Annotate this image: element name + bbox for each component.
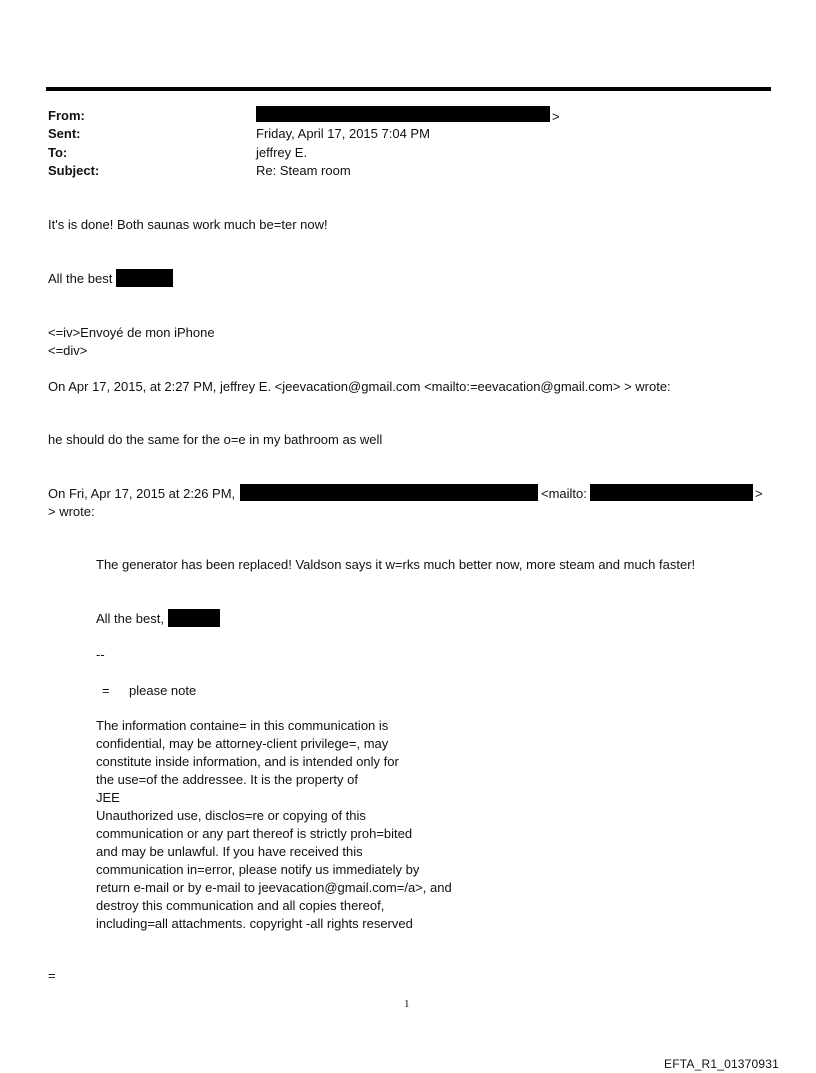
dashes: --: [96, 647, 105, 662]
header-rule: [46, 87, 771, 91]
signoff-2: All the best,: [96, 611, 164, 626]
subject-value: Re: Steam room: [256, 163, 351, 178]
bates-number: EFTA_R1_01370931: [664, 1057, 780, 1071]
disclaimer-line: and may be unlawful. If you have received this: [96, 844, 363, 859]
disclaimer-line: communication or any part thereof is strictly proh=bited: [96, 826, 413, 841]
disclaimer-line: return e-mail or by e-mail to jeevacation@gmail.com=/a>, and: [96, 880, 452, 895]
redaction-quote-2-sender: [240, 484, 538, 501]
redaction-from: [256, 106, 550, 122]
signature-div: <=div>: [48, 343, 88, 358]
note-text: please note: [129, 683, 197, 698]
disclaimer-line: The information containe= in this communication is: [96, 718, 389, 733]
sent-value: Friday, April 17, 2015 7:04 PM: [256, 126, 430, 141]
trailing-eq: =: [48, 968, 56, 983]
quote-2-header-end: >: [755, 486, 763, 501]
to-value: jeffrey E.: [256, 145, 308, 160]
disclaimer-line: Unauthorized use, disclos=re or copying of this: [96, 808, 366, 823]
note-eq: =: [102, 683, 110, 698]
redaction-quote-2-email: [590, 484, 753, 501]
from-label: From:: [48, 108, 85, 123]
page-number: 1: [404, 998, 410, 1010]
signoff-1: All the best: [48, 271, 113, 286]
redaction-signoff-2: [168, 609, 220, 627]
disclaimer-line: communication in=error, please notify us immediately by: [96, 862, 420, 877]
disclaimer-line: constitute inside information, and is intended only for: [96, 754, 399, 769]
quote-2-mailto: <mailto:: [541, 486, 587, 501]
body-line-1: It's is done! Both saunas work much be=ter now!: [48, 217, 328, 232]
disclaimer-line: including=all attachments. copyright -all rights reserved: [96, 916, 413, 931]
disclaimer-line: JEE: [96, 790, 120, 805]
quote-1-text: he should do the same for the o=e in my bathroom as well: [48, 432, 383, 447]
from-suffix: >: [552, 109, 560, 124]
disclaimer-line: the use=of the addressee. It is the property of: [96, 772, 358, 787]
quote-1-header: On Apr 17, 2015, at 2:27 PM, jeffrey E. <jeevacation@gmail.com <mailto:=eevacation@gmail.com> > wrote:: [48, 379, 671, 394]
quote-2-header-a: On Fri, Apr 17, 2015 at 2:26 PM,: [48, 486, 236, 501]
quote-2-text: The generator has been replaced! Valdson says it w=rks much better now, more steam and much faster!: [96, 557, 696, 572]
signature-line: <=iv>Envoyé de mon iPhone: [48, 325, 215, 340]
to-label: To:: [48, 145, 68, 160]
redaction-signoff-1: [116, 269, 173, 287]
quote-2-header-b: > wrote:: [48, 504, 95, 519]
disclaimer-line: destroy this communication and all copies thereof,: [96, 898, 385, 913]
subject-label: Subject:: [48, 163, 100, 178]
sent-label: Sent:: [48, 126, 81, 141]
disclaimer-line: confidential, may be attorney-client privilege=, may: [96, 736, 389, 751]
